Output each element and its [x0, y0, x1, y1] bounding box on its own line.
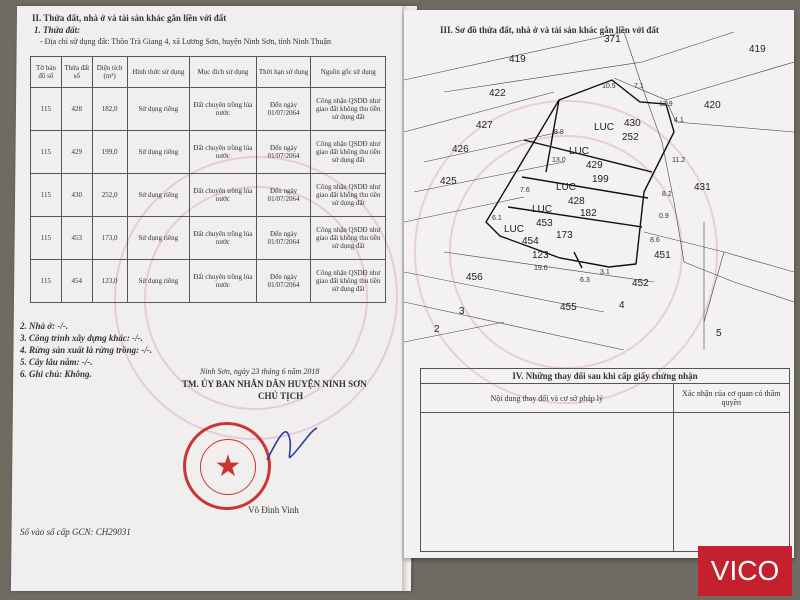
cell-thoi-han: Đến ngày 01/07/2064	[256, 174, 311, 217]
dimension-label: 11.2	[672, 157, 686, 164]
lot-id-430: 430	[624, 118, 641, 129]
changes-title: IV. Những thay đổi sau khi cấp giấy chứng nhận	[421, 369, 790, 384]
lot-id-429: 429	[586, 160, 603, 171]
cell-to-ban-do: 115	[31, 174, 62, 217]
lot-id-428: 428	[568, 196, 585, 207]
cell-to-ban-do: 115	[31, 260, 62, 303]
dimension-label: 13.9	[659, 101, 673, 108]
cell-to-ban-do: 115	[31, 131, 62, 174]
cell-to-ban-do: 115	[31, 217, 62, 260]
signer-position: CHỦ TỊCH	[258, 391, 304, 401]
cell-thoi-han: Đến ngày 01/07/2064	[256, 88, 311, 131]
cell-thoi-han: Đến ngày 01/07/2064	[256, 131, 311, 174]
cell-dien-tich: 199,0	[92, 131, 127, 174]
parcel-label-427: 427	[476, 120, 493, 131]
cell-dien-tich: 252,0	[92, 174, 127, 217]
cell-muc-dich: Đất chuyên trồng lúa nước	[190, 260, 257, 303]
cell-thua: 453	[61, 217, 92, 260]
signer-name: Võ Đình Vinh	[248, 505, 299, 515]
cell-thoi-han: Đến ngày 01/07/2064	[256, 217, 311, 260]
changes-title-row	[421, 369, 790, 384]
cell-muc-dich: Đất chuyên trồng lúa nước	[190, 217, 257, 260]
dimension-label: 3.1	[600, 269, 610, 276]
lot-type-454: LUC	[504, 224, 525, 235]
land-address: - Địa chỉ sử dụng đất: Thôn Trà Giang 4, xã Lương Sơn, huyện Ninh Sơn, tỉnh Ninh Thuận	[40, 37, 332, 46]
cert-number: Số vào sổ cấp GCN: CH29031	[20, 527, 131, 537]
changes-col-content: Nội dung thay đổi và cơ sở pháp lý	[421, 384, 674, 413]
cell-dien-tich: 123,0	[92, 260, 127, 303]
dimension-label: 7.6	[520, 187, 530, 194]
parcel-label-455: 455	[560, 302, 577, 313]
dimension-label: 0.9	[659, 213, 669, 220]
cell-thoi-han: Đến ngày 01/07/2064	[256, 260, 311, 303]
dimension-label: 8.6	[650, 237, 660, 244]
header-nguon-goc: Nguồn gốc sử dụng	[311, 57, 386, 88]
header-hinh-thuc: Hình thức sử dụng	[127, 57, 190, 88]
issuing-authority: TM. ỦY BAN NHÂN DÂN HUYỆN NINH SƠN	[182, 379, 367, 389]
lot-type-429: LUC	[569, 146, 590, 157]
parcel-label-452: 452	[632, 278, 649, 289]
header-muc-dich: Mục đích sử dụng	[190, 57, 257, 88]
cell-hinh-thuc: Sử dụng riêng	[127, 174, 190, 217]
dimension-label: 6.1	[492, 215, 502, 222]
parcel-label-371: 371	[604, 34, 621, 45]
table-row	[31, 217, 386, 260]
cell-thua: 428	[61, 88, 92, 131]
cell-nguon-goc: Công nhận QSDĐ như giao đất không thu tiền sử dụng đất	[311, 131, 386, 174]
table-header-row	[31, 57, 386, 88]
date-line: Ninh Sơn, ngày 23 tháng 6 năm 2018	[200, 367, 320, 376]
parcel-label-431: 431	[694, 182, 711, 193]
cell-to-ban-do: 115	[31, 88, 62, 131]
item-cay-lau-nam: 5. Cây lâu năm: -/-.	[20, 357, 93, 367]
cell-thua: 429	[61, 131, 92, 174]
parcel-label-5: 5	[716, 328, 722, 339]
lot-id-453: 453	[536, 218, 553, 229]
parcel-label-425: 425	[440, 176, 457, 187]
parcel-label-426: 426	[452, 144, 469, 155]
cell-hinh-thuc: Sử dụng riêng	[127, 260, 190, 303]
changes-col-confirm: Xác nhận của cơ quan có thẩm quyền	[673, 384, 790, 413]
cell-muc-dich: Đất chuyên trồng lúa nước	[190, 174, 257, 217]
item-ghi-chu: 6. Ghi chú: Không.	[20, 369, 92, 379]
dimension-label: 10.5	[602, 83, 616, 90]
parcel-map	[404, 22, 794, 350]
table-row	[31, 88, 386, 131]
cell-dien-tich: 182,0	[92, 88, 127, 131]
cell-hinh-thuc: Sử dụng riêng	[127, 88, 190, 131]
section-title-map: III. Sơ đồ thửa đất, nhà ở và tài sản khác gắn liền với đất	[440, 25, 659, 35]
item-nha-o: 2. Nhà ở: -/-.	[20, 321, 69, 331]
lot-type-453: LUC	[532, 204, 553, 215]
parcel-label-422: 422	[489, 88, 506, 99]
lot-id-454: 454	[522, 236, 539, 247]
parcel-label-421: 419	[509, 54, 526, 65]
cell-nguon-goc: Công nhận QSDĐ như giao đất không thu tiền sử dụng đất	[311, 217, 386, 260]
dimension-label: 4.1	[674, 117, 684, 124]
header-to-ban-do: Tờ bản đồ số	[31, 57, 62, 88]
cell-muc-dich: Đất chuyên trồng lúa nước	[190, 131, 257, 174]
dimension-label: 8.2	[662, 191, 672, 198]
lot-area-430: 252	[622, 132, 639, 143]
parcel-label-4: 4	[619, 300, 625, 311]
sub-title-land: 1. Thửa đất:	[34, 25, 81, 35]
cell-thua: 454	[61, 260, 92, 303]
dimension-label: 7.1	[634, 83, 644, 90]
changes-table	[420, 368, 790, 552]
lot-area-453: 173	[556, 230, 573, 241]
header-dien-tich: Diện tích (m²)	[92, 57, 127, 88]
header-thoi-han: Thời hạn sử dụng	[256, 57, 311, 88]
parcel-label-3: 3	[459, 306, 465, 317]
parcel-label-451: 451	[654, 250, 671, 261]
cell-nguon-goc: Công nhận QSDĐ như giao đất không thu tiền sử dụng đất	[311, 260, 386, 303]
table-row	[31, 131, 386, 174]
official-seal-icon: ★	[183, 422, 271, 510]
signature-icon	[262, 420, 322, 470]
table-row	[31, 260, 386, 303]
dimension-label: 6.3	[580, 277, 590, 284]
lot-area-454: 123	[532, 250, 549, 261]
parcel-label-2: 2	[434, 324, 440, 335]
dimension-label: 19.6	[534, 265, 548, 272]
cell-hinh-thuc: Sử dụng riêng	[127, 131, 190, 174]
cell-hinh-thuc: Sử dụng riêng	[127, 217, 190, 260]
changes-empty-row	[421, 413, 790, 552]
land-table	[30, 56, 386, 303]
parcel-labels	[434, 34, 766, 339]
item-rung: 4. Rừng sản xuất là rừng trồng: -/-.	[20, 345, 153, 355]
lot-area-429: 199	[592, 174, 609, 185]
cell-muc-dich: Đất chuyên trồng lúa nước	[190, 88, 257, 131]
parcel-label-419: 419	[749, 44, 766, 55]
section-title-land: II. Thửa đất, nhà ở và tài sản khác gắn liền với đất	[32, 13, 227, 23]
parcel-label-420: 420	[704, 100, 721, 111]
cell-dien-tich: 173,0	[92, 217, 127, 260]
dimension-label: 13.0	[552, 157, 566, 164]
dimension-label: 8.8	[554, 129, 564, 136]
changes-header-row	[421, 384, 790, 413]
item-cong-trinh: 3. Công trình xây dựng khác: -/-.	[20, 333, 143, 343]
cell-thua: 430	[61, 174, 92, 217]
vico-logo-icon: VICO	[698, 546, 792, 596]
lot-type-430: LUC	[594, 122, 615, 133]
cell-nguon-goc: Công nhận QSDĐ như giao đất không thu tiền sử dụng đất	[311, 174, 386, 217]
lot-area-428: 182	[580, 208, 597, 219]
parcel-label-456: 456	[466, 272, 483, 283]
table-row	[31, 174, 386, 217]
cell-nguon-goc: Công nhận QSDĐ như giao đất không thu tiền sử dụng đất	[311, 88, 386, 131]
header-thua-dat: Thửa đất số	[61, 57, 92, 88]
lot-type-428: LUC	[556, 182, 577, 193]
